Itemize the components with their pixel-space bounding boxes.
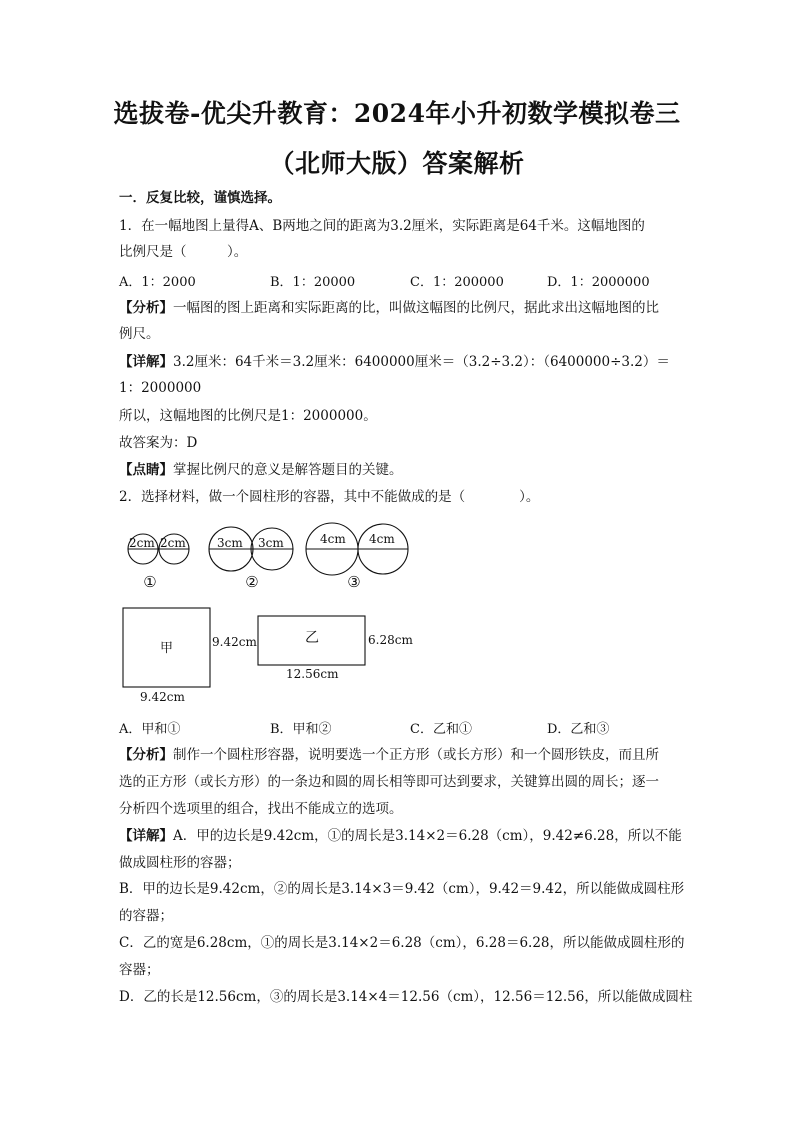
q2-detail-a-line2: 做成圆柱形的容器； bbox=[119, 855, 241, 871]
q1-detail-tag: 【详解】 bbox=[119, 354, 173, 370]
q1-detail-line1 bbox=[119, 352, 670, 372]
square-label: 甲 bbox=[160, 641, 174, 656]
q2-detail-b-line1: B．甲的边长是9.42cm，②的周长是3.14×3＝9.42（cm），9.42＝9.42，所以能做成圆柱形 bbox=[119, 881, 685, 897]
q1-analysis-line1 bbox=[119, 298, 659, 318]
q1-detail-text: 3.2厘米：64千米＝3.2厘米：6400000厘米＝（3.2÷3.2）：（6400000÷3.2）＝ bbox=[173, 354, 670, 370]
q2-option-c: C．乙和① bbox=[410, 722, 472, 737]
q1-detail-line2: 1：2000000 bbox=[119, 380, 202, 396]
q2-analysis-line2: 选的正方形（或长方形）的一条边和圆的周长相等即可达到要求，关键算出圆的周长；逐一 bbox=[119, 774, 659, 790]
q2-analysis-tag: 【分析】 bbox=[119, 747, 173, 763]
circle-3-left-label: 4cm bbox=[320, 532, 346, 546]
q2-detail-d-line1: D．乙的长是12.56cm，③的周长是3.14×4＝12.56（cm），12.56＝12.56，所以能做成圆柱 bbox=[119, 989, 693, 1005]
q2-detail-c-line2: 容器； bbox=[119, 962, 160, 978]
q1-answer: 故答案为：D bbox=[119, 435, 198, 451]
q1-comment-line bbox=[119, 460, 403, 480]
q2-detail-a-text: A．甲的边长是9.42cm，①的周长是3.14×2＝6.28（cm），9.42≠6.28，所以不能 bbox=[173, 828, 682, 844]
rect-width-label: 12.56cm bbox=[286, 667, 339, 681]
circle-3-right-label: 4cm bbox=[369, 532, 395, 546]
q2-option-b: B．甲和② bbox=[270, 722, 332, 737]
q2-stem: 2．选择材料，做一个圆柱形的容器，其中不能做成的是（ ）。 bbox=[119, 489, 540, 505]
q1-option-a: A．1：2000 bbox=[119, 275, 196, 290]
circle-1-number: ① bbox=[143, 573, 157, 591]
q1-comment-text: 掌握比例尺的意义是解答题目的关键。 bbox=[173, 462, 403, 478]
q2-option-a: A．甲和① bbox=[119, 722, 181, 737]
q1-analysis-text: 一幅图的图上距离和实际距离的比，叫做这幅图的比例尺，据此求出这幅地图的比 bbox=[173, 300, 659, 316]
q2-detail-c-line1: C．乙的宽是6.28cm，①的周长是3.14×2＝6.28（cm），6.28＝6.28，所以能做成圆柱形的 bbox=[119, 935, 685, 951]
square-bottom-label: 9.42cm bbox=[140, 690, 185, 704]
q1-stem-line1: 1．在一幅地图上量得A、B两地之间的距离为3.2厘米，实际距离是64千米。这幅地图的 bbox=[119, 218, 645, 234]
q2-analysis-line3: 分析四个选项里的组合，找出不能成立的选项。 bbox=[119, 801, 403, 817]
q1-stem-line2: 比例尺是（ ）。 bbox=[119, 244, 248, 260]
q2-analysis-text: 制作一个圆柱形容器，说明要选一个正方形（或长方形）和一个圆形铁皮，而且所 bbox=[173, 747, 659, 763]
q1-analysis-line2: 例尺。 bbox=[119, 326, 160, 342]
circle-1-left-label: 2cm bbox=[129, 536, 155, 550]
q2-detail-b-line2: 的容器； bbox=[119, 908, 173, 924]
q2-detail-tag: 【详解】 bbox=[119, 828, 173, 844]
document-title-line1: 选拔卷-优尖升教育：2024年小升初数学模拟卷三 bbox=[113, 99, 681, 128]
q2-detail-a-line1 bbox=[119, 826, 682, 846]
q2-figure bbox=[0, 515, 794, 710]
circle-2-right-label: 3cm bbox=[258, 536, 284, 550]
q2-option-d: D．乙和③ bbox=[547, 722, 610, 737]
circle-3-number: ③ bbox=[347, 573, 361, 591]
q1-detail-line3: 所以，这幅地图的比例尺是1：2000000。 bbox=[119, 408, 377, 424]
document-title-line2: （北师大版）答案解析 bbox=[269, 149, 525, 178]
q2-analysis-line1 bbox=[119, 745, 659, 765]
q1-comment-tag: 【点睛】 bbox=[119, 462, 173, 478]
q1-option-b: B．1：20000 bbox=[270, 275, 356, 290]
circle-2-number: ② bbox=[245, 573, 259, 591]
circle-2-left-label: 3cm bbox=[217, 536, 243, 550]
rect-label: 乙 bbox=[305, 630, 319, 646]
q1-option-c: C．1：200000 bbox=[410, 275, 504, 290]
section-heading: 一．反复比较，谨慎选择。 bbox=[119, 190, 281, 206]
square-side-label: 9.42cm bbox=[212, 635, 257, 649]
q1-option-d: D．1：2000000 bbox=[547, 275, 650, 290]
circle-1-right-label: 2cm bbox=[160, 536, 186, 550]
rect-height-label: 6.28cm bbox=[368, 633, 413, 647]
q1-analysis-tag: 【分析】 bbox=[119, 300, 173, 316]
